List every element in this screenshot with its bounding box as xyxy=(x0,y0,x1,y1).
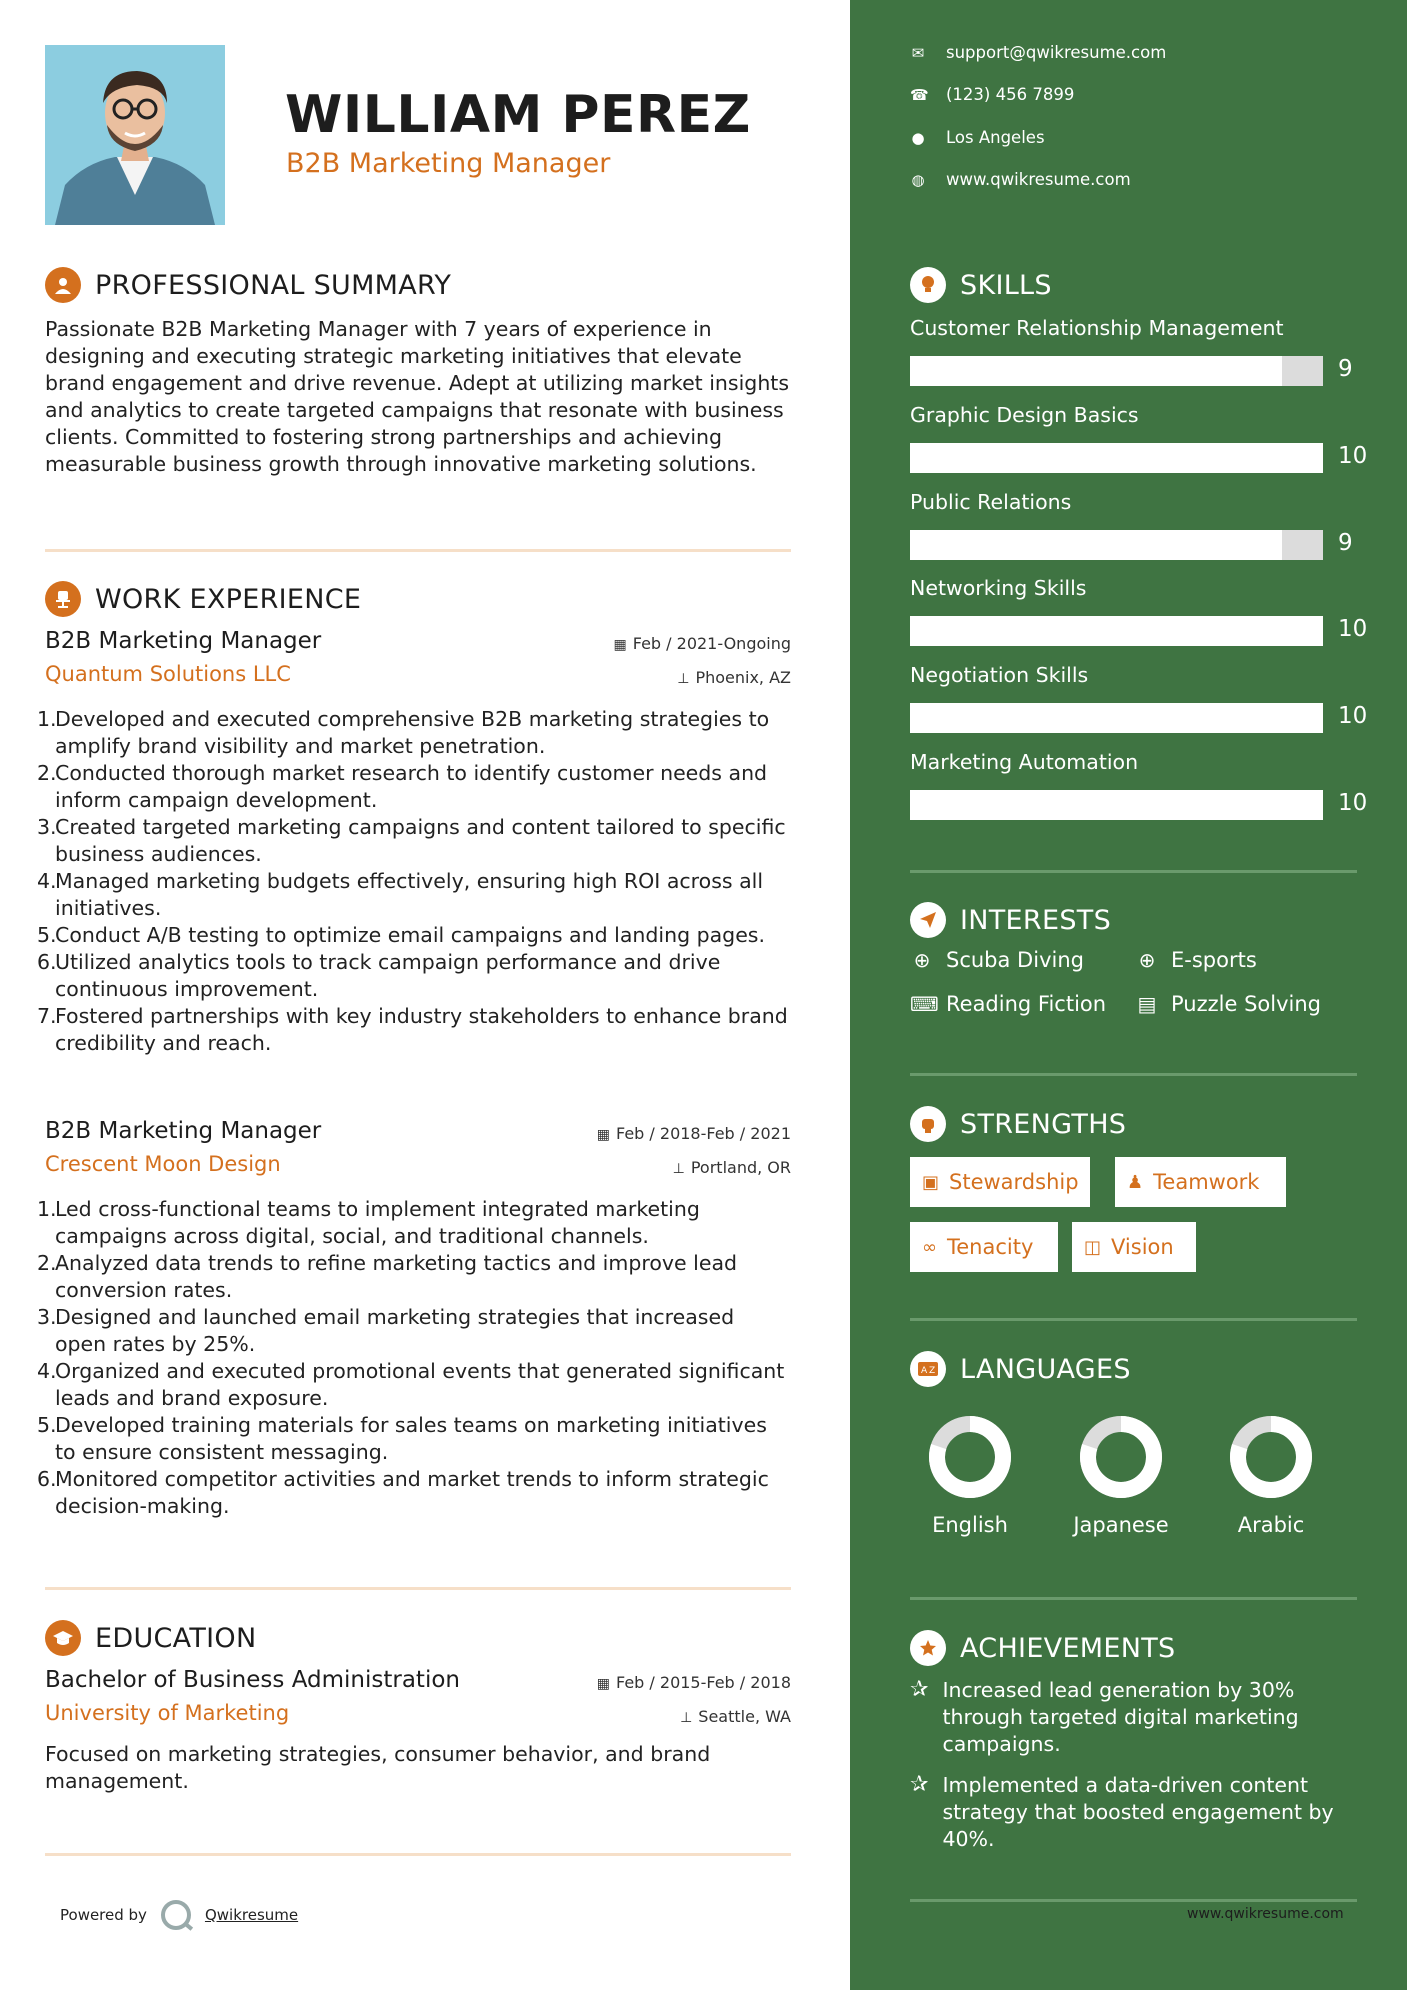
graduation-cap-icon xyxy=(45,1620,81,1656)
qwikresume-logo-icon xyxy=(161,1900,191,1930)
skill-item xyxy=(910,490,1360,556)
interest-label: Scuba Diving xyxy=(946,948,1084,972)
footer-website[interactable]: www.qwikresume.com xyxy=(1187,1906,1344,1922)
duty-text: Created targeted marketing campaigns and content tailored to specific business audiences. xyxy=(55,815,786,866)
skill-item xyxy=(910,403,1368,469)
education-title: EDUCATION xyxy=(95,1622,257,1654)
location-text: Los Angeles xyxy=(946,128,1045,147)
language-item xyxy=(1196,1415,1346,1537)
job-company: Crescent Moon Design xyxy=(45,1152,281,1176)
skill-bar-fill xyxy=(910,616,1323,646)
strength-label: Stewardship xyxy=(949,1170,1079,1194)
language-ring xyxy=(1079,1415,1163,1499)
sidebar-divider xyxy=(910,1899,1357,1902)
list-item: 2. Conducted thorough market research to identify customer needs and inform campaign development. xyxy=(37,761,768,812)
users-icon: ♟ xyxy=(1127,1171,1144,1193)
powered-by-label: Powered by xyxy=(60,1906,147,1924)
phone-icon: ☎ xyxy=(910,85,929,104)
star-icon: ✰ xyxy=(910,1772,929,1797)
duty-text: Conduct A/B testing to optimize email campaigns and landing pages. xyxy=(55,923,766,947)
list-item: 3. Designed and launched email marketing strategies that increased open rates by 25%. xyxy=(37,1305,735,1356)
list-item: 2. Analyzed data trends to refine marketing tactics and improve lead conversion rates. xyxy=(37,1251,738,1302)
strength-label: Tenacity xyxy=(947,1235,1034,1259)
duty-text: Fostered partnerships with key industry stakeholders to enhance brand credibility and reach. xyxy=(55,1004,788,1055)
calendar-icon: ▦ xyxy=(613,637,627,653)
duty-text: Managed marketing budgets effectively, ensuring high ROI across all initiatives. xyxy=(55,869,764,920)
language-name: Arabic xyxy=(1237,1513,1305,1537)
education-description: Focused on marketing strategies, consumer behavior, and brand management. xyxy=(45,1742,711,1793)
skill-name: Graphic Design Basics xyxy=(910,403,1139,427)
user-icon xyxy=(45,267,81,303)
sidebar-divider xyxy=(910,1318,1357,1321)
duty-text: Organized and executed promotional events that generated significant leads and brand exposure. xyxy=(55,1359,785,1410)
sidebar-divider xyxy=(910,1597,1357,1600)
skills-title: SKILLS xyxy=(960,269,1052,301)
skill-value: 10 xyxy=(1338,616,1368,642)
skill-value: 9 xyxy=(1338,356,1353,382)
language-name: Japanese xyxy=(1073,1513,1169,1537)
interest-item xyxy=(910,992,1106,1016)
sidebar-divider xyxy=(910,1073,1357,1076)
education-date-text: Feb / 2015-Feb / 2018 xyxy=(616,1673,791,1692)
strength-label: Teamwork xyxy=(1153,1170,1260,1194)
phone-text: (123) 456 7899 xyxy=(946,85,1075,104)
fist-icon xyxy=(910,1106,946,1142)
skills-heading xyxy=(910,267,1052,303)
summary-title: PROFESSIONAL SUMMARY xyxy=(95,269,452,301)
experience-heading xyxy=(45,581,361,617)
paper-plane-icon xyxy=(910,902,946,938)
pin-icon: ⊥ xyxy=(672,1161,685,1177)
list-item: 1. Led cross-functional teams to implement integrated marketing campaigns across digital, social, and traditional channels. xyxy=(37,1197,700,1248)
skill-item xyxy=(910,576,1368,642)
globe-icon: ◍ xyxy=(911,170,925,189)
job-title: B2B Marketing Manager xyxy=(45,1118,322,1144)
candidate-name: WILLIAM PEREZ xyxy=(285,85,751,145)
duty-text: Conducted thorough market research to identify customer needs and inform campaign development. xyxy=(55,761,768,812)
skill-bar-fill xyxy=(910,356,1282,386)
strength-badge xyxy=(1115,1157,1286,1207)
skill-value: 9 xyxy=(1338,530,1353,556)
degree-title: Bachelor of Business Administration xyxy=(45,1667,460,1693)
envelope-icon: ✉ xyxy=(911,43,925,62)
achievement-text: Increased lead generation by 30% through targeted digital marketing campaigns. xyxy=(942,1678,1299,1756)
interest-label: E-sports xyxy=(1171,948,1257,972)
map-pin-icon: ● xyxy=(911,128,925,147)
job-entry xyxy=(37,1118,791,1520)
duty-text: Designed and launched email marketing strategies that increased open rates by 25%. xyxy=(55,1305,735,1356)
language-ring xyxy=(1229,1415,1313,1499)
skill-bar xyxy=(910,356,1323,386)
language-name: English xyxy=(932,1513,1008,1537)
language-item xyxy=(895,1415,1045,1537)
skill-item xyxy=(910,316,1360,382)
pin-icon: ⊥ xyxy=(677,671,690,687)
list-item: 1. Developed and executed comprehensive B2B marketing strategies to amplify brand visibility and market penetration. xyxy=(37,707,770,758)
job-location xyxy=(673,1158,791,1177)
school-name: University of Marketing xyxy=(45,1701,290,1725)
job-entry xyxy=(37,628,791,1057)
contact-website xyxy=(910,170,1131,189)
achievement-text: Implemented a data-driven content strategy that boosted engagement by 40%. xyxy=(942,1773,1334,1851)
email-text[interactable]: support@qwikresume.com xyxy=(946,43,1167,62)
languages-title: LANGUAGES xyxy=(960,1353,1131,1385)
education-entry xyxy=(45,1667,791,1725)
summary-text: Passionate B2B Marketing Manager with 7 years of experience in designing and executing strategic marketing initiatives that elevate brand engagement and drive revenue. Adept at utilizing market insights and analytics to create targeted campaigns that resonate with business clients. Committed to fostering strong partnerships and achieving measurable business growth through innovative marketing solutions. xyxy=(45,317,790,476)
education-location xyxy=(680,1707,791,1726)
achievement-item xyxy=(910,1772,1360,1853)
calendar-icon: ▦ xyxy=(596,1676,610,1692)
achievement-item xyxy=(910,1677,1360,1758)
job-company: Quantum Solutions LLC xyxy=(45,662,291,686)
job-date-text: Feb / 2018-Feb / 2021 xyxy=(616,1124,791,1143)
strength-label: Vision xyxy=(1111,1235,1174,1259)
list-item: 6. Monitored competitor activities and market trends to inform strategic decision-making. xyxy=(37,1467,769,1518)
skill-item xyxy=(910,663,1368,729)
skill-bar-fill xyxy=(910,443,1323,473)
interest-item xyxy=(910,948,1084,972)
skill-bar xyxy=(910,530,1323,560)
job-duties xyxy=(37,1196,791,1520)
list-item: 7. Fostered partnerships with key industry stakeholders to enhance brand credibility and reach. xyxy=(37,1004,788,1055)
skill-bar xyxy=(910,443,1323,473)
duty-text: Utilized analytics tools to track campaign performance and drive continuous improvement. xyxy=(55,950,721,1001)
strength-badge xyxy=(910,1222,1058,1272)
languages-heading xyxy=(910,1351,1131,1387)
language-item xyxy=(1046,1415,1196,1537)
link-icon: ∞ xyxy=(922,1236,937,1258)
skill-value: 10 xyxy=(1338,790,1368,816)
lifebuoy-icon: ⊕ xyxy=(913,948,931,972)
job-date xyxy=(614,634,791,653)
profile-photo xyxy=(45,45,225,225)
interest-item xyxy=(1135,948,1257,972)
lightbulb-icon xyxy=(910,267,946,303)
job-date-text: Feb / 2021-Ongoing xyxy=(632,634,791,653)
strengths-heading xyxy=(910,1106,1126,1142)
language-ring xyxy=(928,1415,1012,1499)
svg-text:A: A xyxy=(921,1366,928,1376)
job-location-text: Phoenix, AZ xyxy=(695,668,791,687)
duty-text: Monitored competitor activities and market trends to inform strategic decision-making. xyxy=(55,1467,769,1518)
strengths-title: STRENGTHS xyxy=(960,1108,1127,1140)
lifebuoy-icon: ⊕ xyxy=(1138,948,1156,972)
job-date xyxy=(597,1124,791,1143)
star-icon: ✰ xyxy=(910,1677,929,1702)
binoculars-icon: ◫ xyxy=(1084,1236,1102,1258)
section-divider xyxy=(45,549,791,552)
svg-text:Z: Z xyxy=(929,1366,936,1376)
website-text[interactable]: www.qwikresume.com xyxy=(946,170,1131,189)
duty-text: Analyzed data trends to refine marketing tactics and improve lead conversion rates. xyxy=(55,1251,738,1302)
list-item: 6. Utilized analytics tools to track campaign performance and drive continuous improvement. xyxy=(37,950,721,1001)
powered-by xyxy=(60,1900,298,1930)
job-title: B2B Marketing Manager xyxy=(45,628,322,654)
duty-text: Developed and executed comprehensive B2B marketing strategies to amplify brand visibility and market penetration. xyxy=(55,707,770,758)
chair-icon xyxy=(45,581,81,617)
job-duties xyxy=(37,706,791,1057)
duty-text: Developed training materials for sales teams on marketing initiatives to ensure consistent messaging. xyxy=(55,1413,767,1464)
list-item: 4. Managed marketing budgets effectively, ensuring high ROI across all initiatives. xyxy=(37,869,764,920)
education-date xyxy=(597,1673,791,1692)
language-icon xyxy=(910,1351,946,1387)
interest-label: Puzzle Solving xyxy=(1171,992,1321,1016)
skill-name: Negotiation Skills xyxy=(910,663,1089,687)
achievements-title: ACHIEVEMENTS xyxy=(960,1632,1176,1664)
contact-location xyxy=(910,128,1045,147)
contact-phone xyxy=(910,85,1074,104)
sidebar-divider xyxy=(910,870,1357,873)
skill-bar xyxy=(910,790,1323,820)
section-divider xyxy=(45,1853,791,1856)
interest-label: Reading Fiction xyxy=(946,992,1107,1016)
contact-email xyxy=(910,43,1166,62)
experience-title: WORK EXPERIENCE xyxy=(95,583,362,615)
book-icon: ▤ xyxy=(1137,992,1157,1016)
education-location-text: Seattle, WA xyxy=(698,1707,791,1726)
section-divider xyxy=(45,1587,791,1590)
calendar-icon: ▦ xyxy=(596,1127,610,1143)
duty-text: Led cross-functional teams to implement integrated marketing campaigns across digital, social, and traditional channels. xyxy=(55,1197,700,1248)
star-badge-icon xyxy=(910,1630,946,1666)
list-item: 5. Conduct A/B testing to optimize email campaigns and landing pages. xyxy=(37,923,766,947)
skill-value: 10 xyxy=(1338,703,1368,729)
list-item: 3. Created targeted marketing campaigns and content tailored to specific business audiences. xyxy=(37,815,786,866)
briefcase-icon: ▣ xyxy=(922,1171,940,1193)
list-item: 5. Developed training materials for sales teams on marketing initiatives to ensure consistent messaging. xyxy=(37,1413,767,1464)
strength-badge xyxy=(1072,1222,1196,1272)
skill-bar-fill xyxy=(910,703,1323,733)
skill-name: Public Relations xyxy=(910,490,1072,514)
skill-bar xyxy=(910,703,1323,733)
skill-value: 10 xyxy=(1338,443,1368,469)
interests-heading xyxy=(910,902,1111,938)
gamepad-icon: ⌨ xyxy=(910,992,939,1016)
list-item: 4. Organized and executed promotional events that generated significant leads and brand exposure. xyxy=(37,1359,785,1410)
skill-bar-fill xyxy=(910,530,1282,560)
skill-bar-fill xyxy=(910,790,1323,820)
brand-link[interactable]: Qwikresume xyxy=(204,1906,299,1924)
skill-name: Networking Skills xyxy=(910,576,1087,600)
job-location xyxy=(677,668,791,687)
pin-icon: ⊥ xyxy=(680,1710,693,1726)
interest-item xyxy=(1135,992,1321,1016)
job-location-text: Portland, OR xyxy=(690,1158,791,1177)
skill-item xyxy=(910,750,1368,816)
summary-heading xyxy=(45,267,451,303)
skill-name: Customer Relationship Management xyxy=(910,316,1284,340)
strength-badge xyxy=(910,1157,1090,1207)
interests-title: INTERESTS xyxy=(960,904,1112,936)
education-heading xyxy=(45,1620,256,1656)
candidate-role: B2B Marketing Manager xyxy=(286,148,611,179)
skill-bar xyxy=(910,616,1323,646)
skill-name: Marketing Automation xyxy=(910,750,1139,774)
achievements-heading xyxy=(910,1630,1176,1666)
